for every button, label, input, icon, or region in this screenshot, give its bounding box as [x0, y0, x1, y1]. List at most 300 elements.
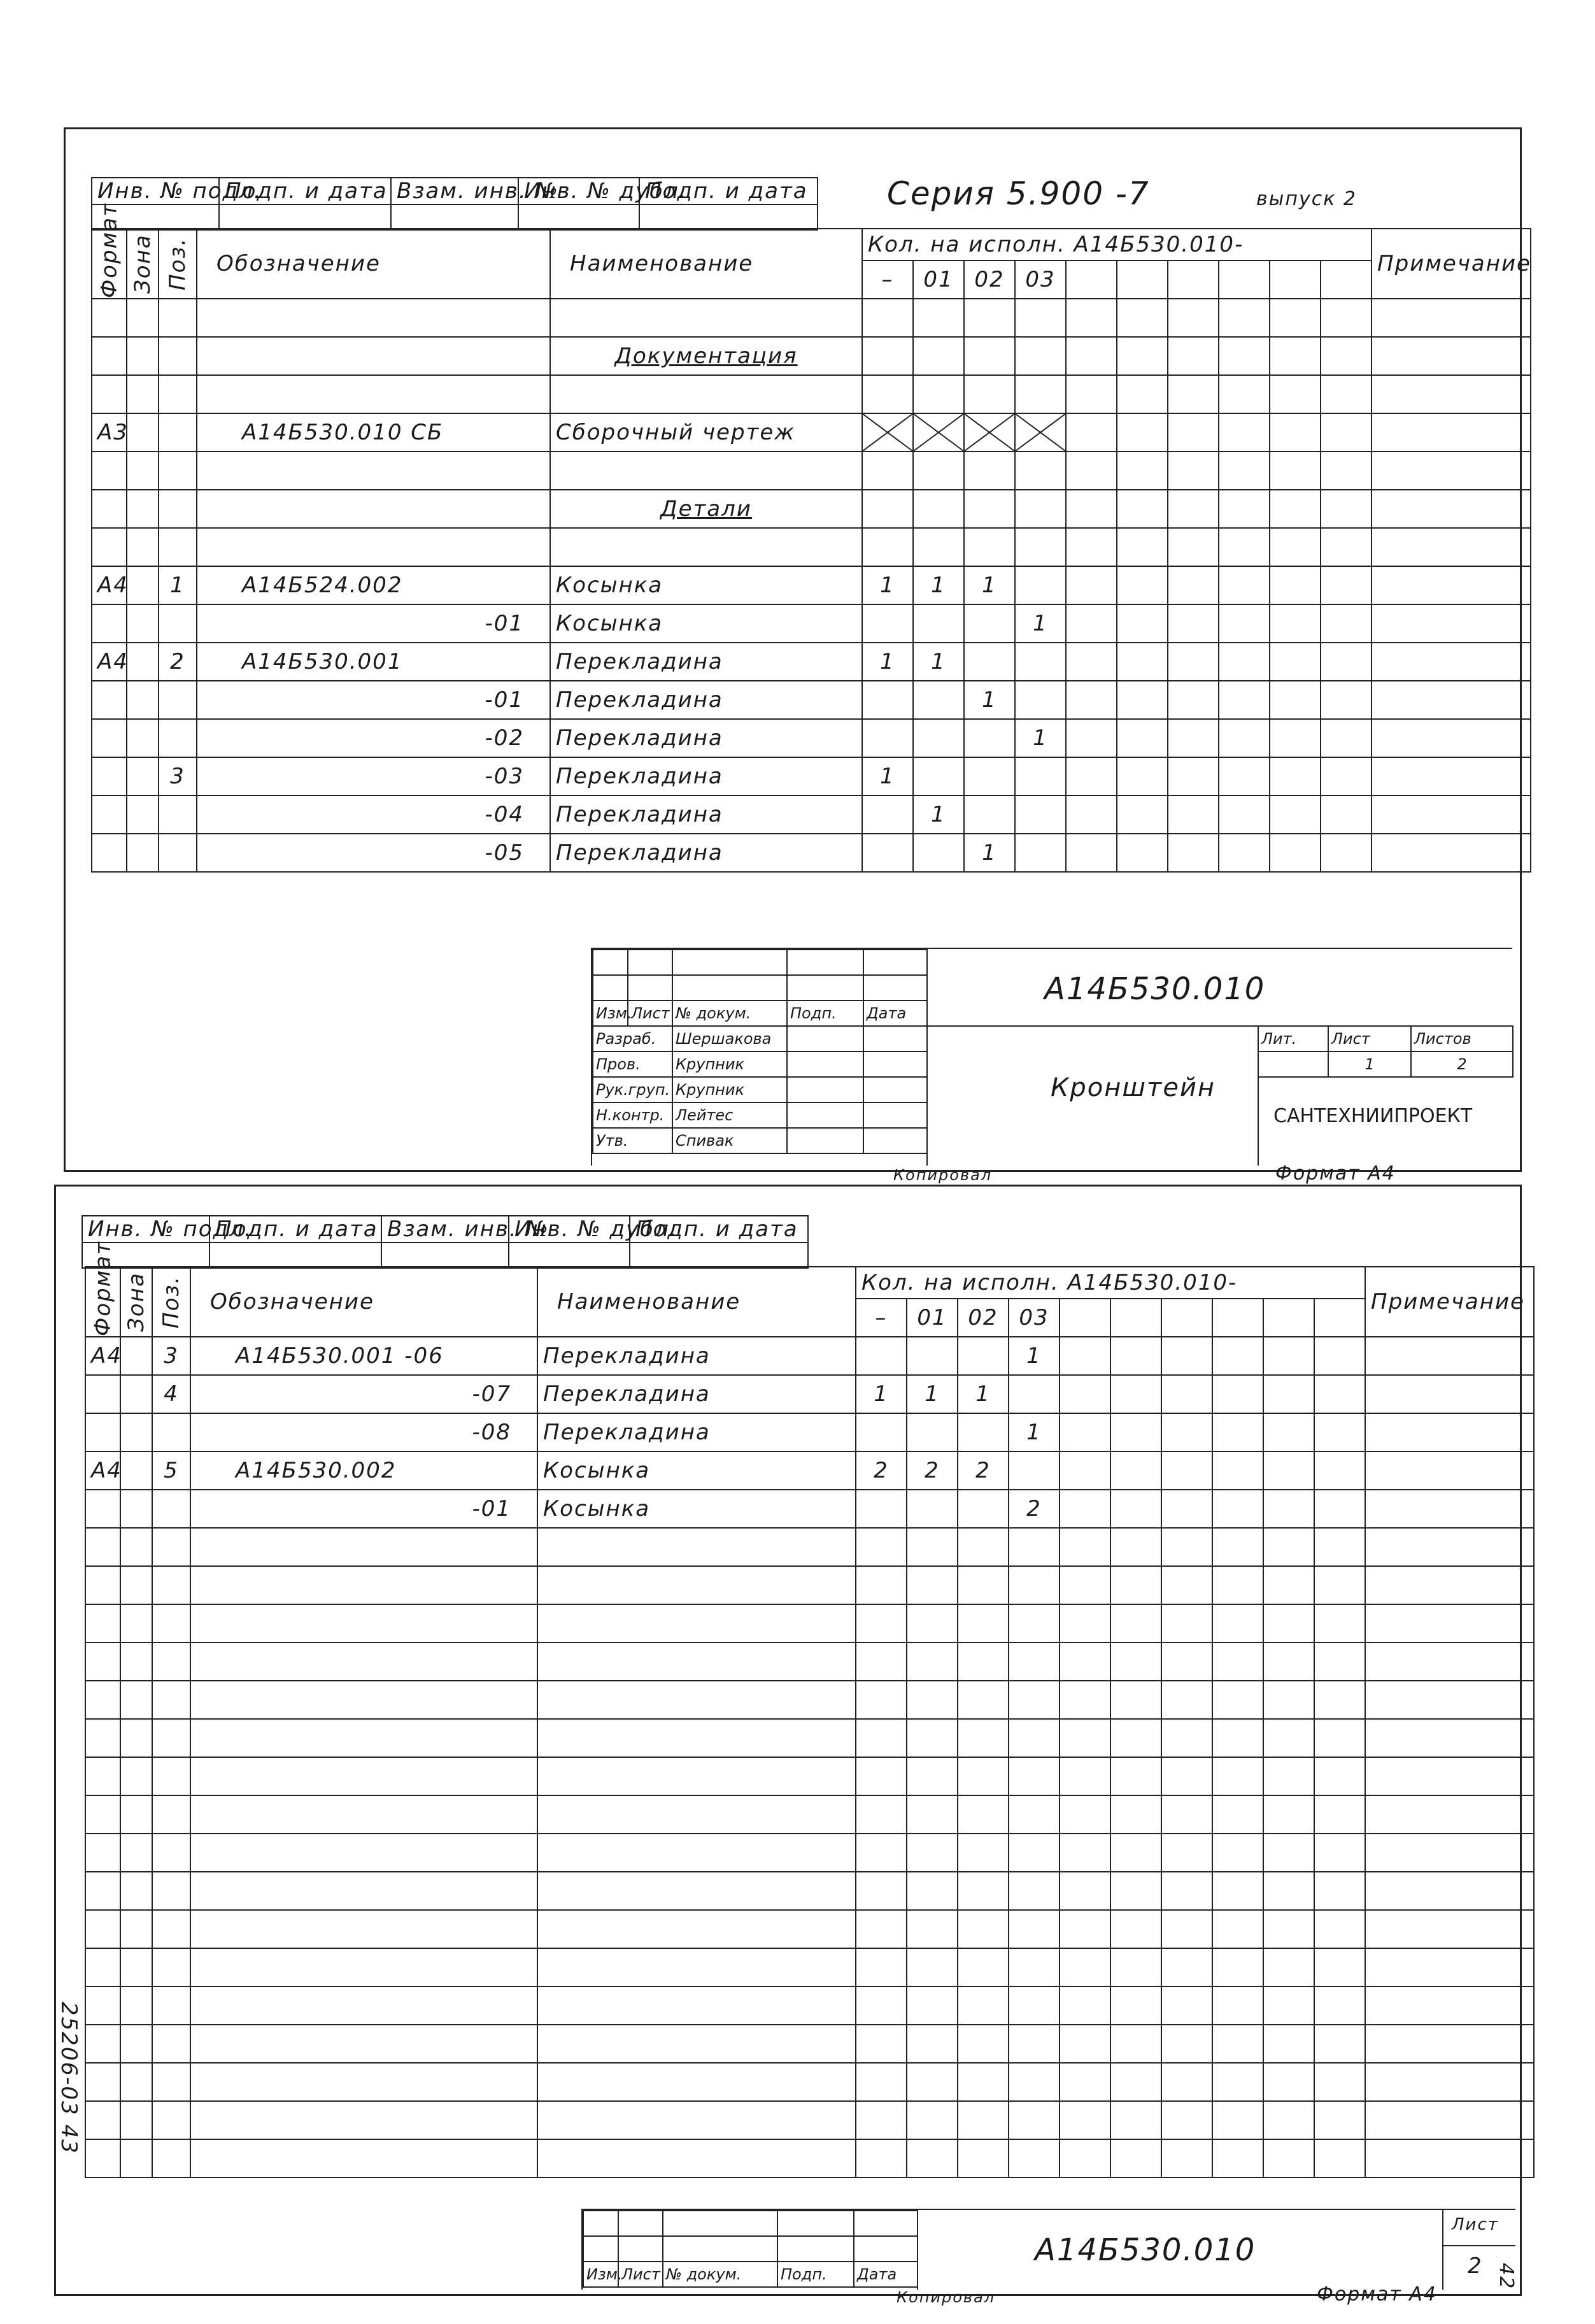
row-qty: 1 — [862, 643, 913, 681]
row-qty — [1219, 413, 1270, 452]
row-qty — [1117, 375, 1168, 413]
table-row — [92, 604, 1531, 643]
row-name — [537, 1643, 856, 1681]
col-qty-02: 02 — [958, 1299, 1009, 1337]
row-pos: 4 — [152, 1375, 190, 1413]
col-qty-01: 01 — [907, 1299, 958, 1337]
row-note — [1365, 1451, 1534, 1490]
row-qty — [1060, 1413, 1110, 1451]
table-row — [85, 1910, 1534, 1948]
row-pos — [152, 1528, 190, 1566]
table-row — [92, 566, 1531, 604]
row-qty — [1161, 1757, 1212, 1795]
row-qty — [1110, 1872, 1161, 1910]
signer-row — [593, 1102, 927, 1128]
signer-date — [863, 1026, 927, 1052]
row-qty — [1321, 452, 1372, 490]
row-qty — [1060, 1451, 1110, 1490]
row-name — [537, 1795, 856, 1834]
cross-icon — [965, 414, 1014, 451]
row-qty — [1321, 719, 1372, 757]
row-qty — [958, 1566, 1009, 1604]
row-qty: 2 — [1009, 1490, 1060, 1528]
row-qty — [1219, 757, 1270, 795]
row-qty — [1270, 528, 1321, 566]
row-qty — [856, 1719, 907, 1757]
row-format — [92, 452, 127, 490]
row-note — [1365, 1986, 1534, 2025]
row-qty — [1015, 643, 1066, 681]
row-name: Сборочный чертеж — [550, 413, 862, 452]
row-name — [537, 2101, 856, 2139]
row-qty — [1314, 1719, 1365, 1757]
row-format — [85, 1834, 120, 1872]
row-designation — [190, 1681, 537, 1719]
tb-divider — [926, 949, 928, 1166]
row-pos — [152, 1872, 190, 1910]
row-qty — [1212, 1719, 1263, 1757]
row-qty — [1009, 1566, 1060, 1604]
row-zone — [120, 1413, 152, 1451]
row-pos — [152, 1986, 190, 2025]
row-qty — [1009, 1681, 1060, 1719]
signer-row — [593, 1026, 927, 1052]
row-qty: 2 — [907, 1451, 958, 1490]
row-qty — [1270, 719, 1321, 757]
row-name: Перекладина — [550, 757, 862, 795]
row-qty: 1 — [964, 834, 1015, 872]
row-qty — [1015, 299, 1066, 337]
row-name — [537, 1528, 856, 1566]
row-qty — [1009, 1948, 1060, 1986]
row-qty — [1270, 452, 1321, 490]
row-qty — [1009, 1872, 1060, 1910]
tb-col-doc: № докум. — [672, 1001, 787, 1026]
row-qty — [1161, 1528, 1212, 1566]
row-qty — [913, 834, 964, 872]
row-pos — [152, 2063, 190, 2101]
row-qty — [1060, 1337, 1110, 1375]
table-row — [92, 528, 1531, 566]
table-row — [85, 1986, 1534, 2025]
row-qty — [1110, 1604, 1161, 1643]
row-qty — [856, 1834, 907, 1872]
row-qty — [856, 1681, 907, 1719]
inv-cell: Инв. № подл. — [82, 1216, 209, 1243]
col-qty-base: – — [862, 260, 913, 299]
row-zone — [120, 2101, 152, 2139]
row-format — [92, 299, 127, 337]
row-qty — [1117, 566, 1168, 604]
row-format: А4 — [85, 1451, 120, 1490]
row-qty — [1314, 1986, 1365, 2025]
row-qty — [1263, 1528, 1314, 1566]
row-qty — [1117, 681, 1168, 719]
row-qty — [1110, 1490, 1161, 1528]
table-row — [85, 1528, 1534, 1566]
section-heading: Документация — [550, 337, 862, 375]
row-qty — [856, 1413, 907, 1451]
row-qty — [964, 757, 1015, 795]
row-qty — [1161, 1719, 1212, 1757]
row-qty — [913, 528, 964, 566]
row-qty — [862, 719, 913, 757]
row-qty — [964, 375, 1015, 413]
row-format — [85, 1528, 120, 1566]
row-qty — [1110, 1834, 1161, 1872]
row-pos — [152, 1757, 190, 1795]
col-qty-empty — [1321, 260, 1372, 299]
row-designation — [190, 1528, 537, 1566]
inv-value-cell — [630, 1243, 808, 1268]
row-qty — [1314, 1566, 1365, 1604]
row-qty — [1212, 2063, 1263, 2101]
row-qty — [1219, 719, 1270, 757]
row-qty — [862, 795, 913, 834]
row-qty — [1066, 643, 1117, 681]
row-qty — [856, 2139, 907, 2178]
row-qty — [1009, 1451, 1060, 1490]
row-qty — [1168, 413, 1219, 452]
table-row — [92, 757, 1531, 795]
inv-cell: Подп. и дата — [639, 178, 818, 204]
row-zone — [120, 1528, 152, 1566]
row-qty — [856, 2063, 907, 2101]
signer-date — [863, 1128, 927, 1153]
row-designation — [190, 1643, 537, 1681]
row-designation — [197, 299, 550, 337]
row-zone — [127, 795, 159, 834]
row-qty — [1161, 2025, 1212, 2063]
row-note — [1372, 528, 1531, 566]
row-qty — [1314, 1795, 1365, 1834]
row-name: Перекладина — [550, 719, 862, 757]
col-qty-empty — [1212, 1299, 1263, 1337]
row-qty — [1161, 2063, 1212, 2101]
table-row — [85, 1451, 1534, 1490]
row-designation: А14Б530.010 СБ — [197, 413, 550, 452]
row-pos — [152, 1604, 190, 1643]
row-qty — [907, 2139, 958, 2178]
sheet-label: Лист — [1328, 1026, 1411, 1052]
col-zone: Зона — [127, 229, 159, 299]
row-qty — [958, 1986, 1009, 2025]
tb-col-izm: Изм. — [583, 2262, 618, 2287]
row-qty — [1212, 1910, 1263, 1948]
row-qty — [1212, 1451, 1263, 1490]
row-name: Косынка — [550, 604, 862, 643]
inv-cell: Подп. и дата — [209, 1216, 381, 1243]
row-designation — [190, 2063, 537, 2101]
row-designation — [190, 1604, 537, 1643]
row-qty — [1314, 1604, 1365, 1643]
row-qty — [862, 604, 913, 643]
row-pos — [159, 795, 197, 834]
row-qty — [1168, 299, 1219, 337]
row-qty — [1314, 1834, 1365, 1872]
row-qty — [1321, 375, 1372, 413]
row-qty — [1066, 681, 1117, 719]
row-format — [85, 2139, 120, 2178]
row-pos — [159, 413, 197, 452]
row-qty — [1015, 834, 1066, 872]
row-note — [1365, 1681, 1534, 1719]
table-row — [85, 2063, 1534, 2101]
row-qty — [1161, 1986, 1212, 2025]
table-row — [92, 719, 1531, 757]
row-qty — [1066, 413, 1117, 452]
row-note — [1365, 1643, 1534, 1681]
row-pos — [159, 604, 197, 643]
col-qty-empty — [1161, 1299, 1212, 1337]
signer-date — [863, 1102, 927, 1128]
col-designation: Обозначение — [190, 1267, 537, 1337]
col-note: Примечание — [1365, 1267, 1534, 1337]
row-zone — [127, 719, 159, 757]
row-qty — [1009, 1528, 1060, 1566]
row-qty — [1117, 490, 1168, 528]
row-qty — [1161, 2139, 1212, 2178]
section-heading: Детали — [550, 490, 862, 528]
doc-number: А14Б530.010 — [1044, 971, 1266, 1007]
row-format — [85, 1948, 120, 1986]
col-pos: Поз. — [152, 1267, 190, 1337]
row-name — [550, 375, 862, 413]
sheet-label-2: Лист — [1452, 2215, 1499, 2234]
row-qty — [862, 337, 913, 375]
row-qty — [1110, 1528, 1161, 1566]
row-qty: 1 — [913, 643, 964, 681]
row-designation — [197, 375, 550, 413]
row-zone — [127, 757, 159, 795]
row-qty — [1161, 1413, 1212, 1451]
x-mark-cell — [862, 413, 913, 452]
row-zone — [120, 1719, 152, 1757]
row-qty — [1015, 337, 1066, 375]
table-row — [92, 490, 1531, 528]
row-qty — [1060, 2101, 1110, 2139]
row-qty — [1314, 1948, 1365, 1986]
row-qty — [1314, 1413, 1365, 1451]
row-qty — [1060, 2139, 1110, 2178]
col-qty-title: Кол. на исполн. А14Б530.010- — [862, 229, 1372, 260]
col-qty-03: 03 — [1015, 260, 1066, 299]
row-qty: 1 — [856, 1375, 907, 1413]
col-qty-empty — [1270, 260, 1321, 299]
row-zone — [127, 566, 159, 604]
row-format: А4 — [85, 1337, 120, 1375]
table-row — [85, 1413, 1534, 1451]
row-qty — [1117, 643, 1168, 681]
col-qty-empty — [1314, 1299, 1365, 1337]
row-designation — [190, 1834, 537, 1872]
row-pos — [152, 1490, 190, 1528]
row-qty — [907, 1604, 958, 1643]
row-zone — [127, 337, 159, 375]
row-pos — [159, 834, 197, 872]
row-qty — [1009, 2025, 1060, 2063]
signer-row — [593, 1077, 927, 1102]
row-qty — [1117, 604, 1168, 643]
row-name — [537, 1986, 856, 2025]
row-pos — [152, 1910, 190, 1948]
row-zone — [127, 681, 159, 719]
row-qty — [1161, 1337, 1212, 1375]
row-pos — [159, 719, 197, 757]
row-zone — [120, 2025, 152, 2063]
row-qty — [862, 490, 913, 528]
col-format: Формат — [92, 229, 127, 299]
row-designation: -05 — [197, 834, 550, 872]
row-qty — [1321, 337, 1372, 375]
row-qty — [1270, 337, 1321, 375]
row-qty — [1314, 1451, 1365, 1490]
row-qty — [1212, 1795, 1263, 1834]
row-format — [85, 2025, 120, 2063]
row-format — [92, 337, 127, 375]
row-zone — [127, 375, 159, 413]
row-qty — [1321, 757, 1372, 795]
row-qty — [1219, 643, 1270, 681]
row-note — [1372, 490, 1531, 528]
row-qty — [1110, 2139, 1161, 2178]
row-qty — [862, 375, 913, 413]
row-qty — [1110, 2063, 1161, 2101]
row-name: Перекладина — [550, 834, 862, 872]
row-name — [537, 1872, 856, 1910]
row-qty — [1009, 1757, 1060, 1795]
row-qty — [964, 528, 1015, 566]
row-zone — [120, 1834, 152, 1872]
row-qty — [1060, 1528, 1110, 1566]
row-pos — [159, 337, 197, 375]
row-format — [85, 1375, 120, 1413]
row-designation — [190, 2025, 537, 2063]
col-name: Наименование — [550, 229, 862, 299]
table-row — [85, 1757, 1534, 1795]
row-designation — [190, 1566, 537, 1604]
row-qty — [856, 1643, 907, 1681]
row-qty — [856, 1948, 907, 1986]
row-qty — [1015, 528, 1066, 566]
row-qty — [856, 1910, 907, 1948]
row-qty — [1219, 834, 1270, 872]
row-zone — [120, 2139, 152, 2178]
row-pos — [152, 1948, 190, 1986]
row-qty — [913, 452, 964, 490]
row-designation — [190, 1719, 537, 1757]
row-qty — [1015, 795, 1066, 834]
inv-cell: Подп. и дата — [219, 178, 391, 204]
row-qty — [1263, 1986, 1314, 2025]
copied-label-2: Копировал — [897, 2288, 996, 2306]
row-zone — [127, 452, 159, 490]
row-designation — [197, 528, 550, 566]
row-designation: -07 — [190, 1375, 537, 1413]
col-qty-base: – — [856, 1299, 907, 1337]
row-qty — [907, 1643, 958, 1681]
row-qty — [1015, 757, 1066, 795]
row-qty — [1321, 413, 1372, 452]
row-qty: 1 — [862, 757, 913, 795]
row-qty — [1060, 1986, 1110, 2025]
row-qty — [913, 604, 964, 643]
row-note — [1372, 795, 1531, 834]
row-qty — [913, 299, 964, 337]
row-qty — [1219, 566, 1270, 604]
row-qty — [958, 2101, 1009, 2139]
signer-row — [593, 1052, 927, 1077]
cross-icon — [1016, 414, 1065, 451]
row-name — [550, 452, 862, 490]
inv-value-cell — [219, 204, 391, 230]
row-format — [85, 1795, 120, 1834]
row-qty: 1 — [964, 681, 1015, 719]
row-qty — [1066, 834, 1117, 872]
row-qty — [907, 1528, 958, 1566]
row-qty — [1015, 566, 1066, 604]
row-note — [1365, 1528, 1534, 1566]
row-zone — [120, 1757, 152, 1795]
row-qty — [1015, 681, 1066, 719]
row-qty — [1110, 1719, 1161, 1757]
row-qty — [1263, 1948, 1314, 1986]
signer-date — [863, 1052, 927, 1077]
row-qty: 1 — [1015, 719, 1066, 757]
row-designation: А14Б530.002 — [190, 1451, 537, 1490]
row-format — [85, 1413, 120, 1451]
row-zone — [120, 1795, 152, 1834]
row-qty — [1219, 452, 1270, 490]
row-qty — [1270, 566, 1321, 604]
row-qty — [1212, 1413, 1263, 1451]
row-pos — [152, 1834, 190, 1872]
row-qty — [964, 337, 1015, 375]
row-qty — [1015, 452, 1066, 490]
signer-signature — [787, 1026, 863, 1052]
row-qty — [1219, 337, 1270, 375]
row-zone — [127, 604, 159, 643]
row-qty — [1168, 337, 1219, 375]
row-qty — [1110, 1375, 1161, 1413]
row-zone — [127, 413, 159, 452]
row-qty — [1161, 1566, 1212, 1604]
tb-divider — [1442, 2210, 1443, 2290]
row-qty — [1263, 1643, 1314, 1681]
row-name: Косынка — [537, 1451, 856, 1490]
organization: САНТЕХНИИПРОЕКТ — [1273, 1105, 1473, 1127]
table-row — [85, 1337, 1534, 1375]
inv-cell: Инв. № дубл. — [518, 178, 639, 204]
col-qty-empty — [1060, 1299, 1110, 1337]
row-qty — [1263, 1719, 1314, 1757]
row-qty — [1270, 604, 1321, 643]
row-qty — [1161, 2101, 1212, 2139]
row-zone — [120, 1681, 152, 1719]
row-name: Косынка — [550, 566, 862, 604]
row-qty — [958, 1719, 1009, 1757]
row-qty — [964, 795, 1015, 834]
row-qty: 2 — [856, 1451, 907, 1490]
inv-cell: Инв. № подл. — [92, 178, 219, 204]
row-designation — [190, 1910, 537, 1948]
table-row — [85, 1490, 1534, 1528]
row-qty — [1212, 1490, 1263, 1528]
row-qty — [1110, 2025, 1161, 2063]
row-qty — [913, 757, 964, 795]
sheet-1 — [64, 127, 1531, 1185]
row-qty: 1 — [913, 795, 964, 834]
